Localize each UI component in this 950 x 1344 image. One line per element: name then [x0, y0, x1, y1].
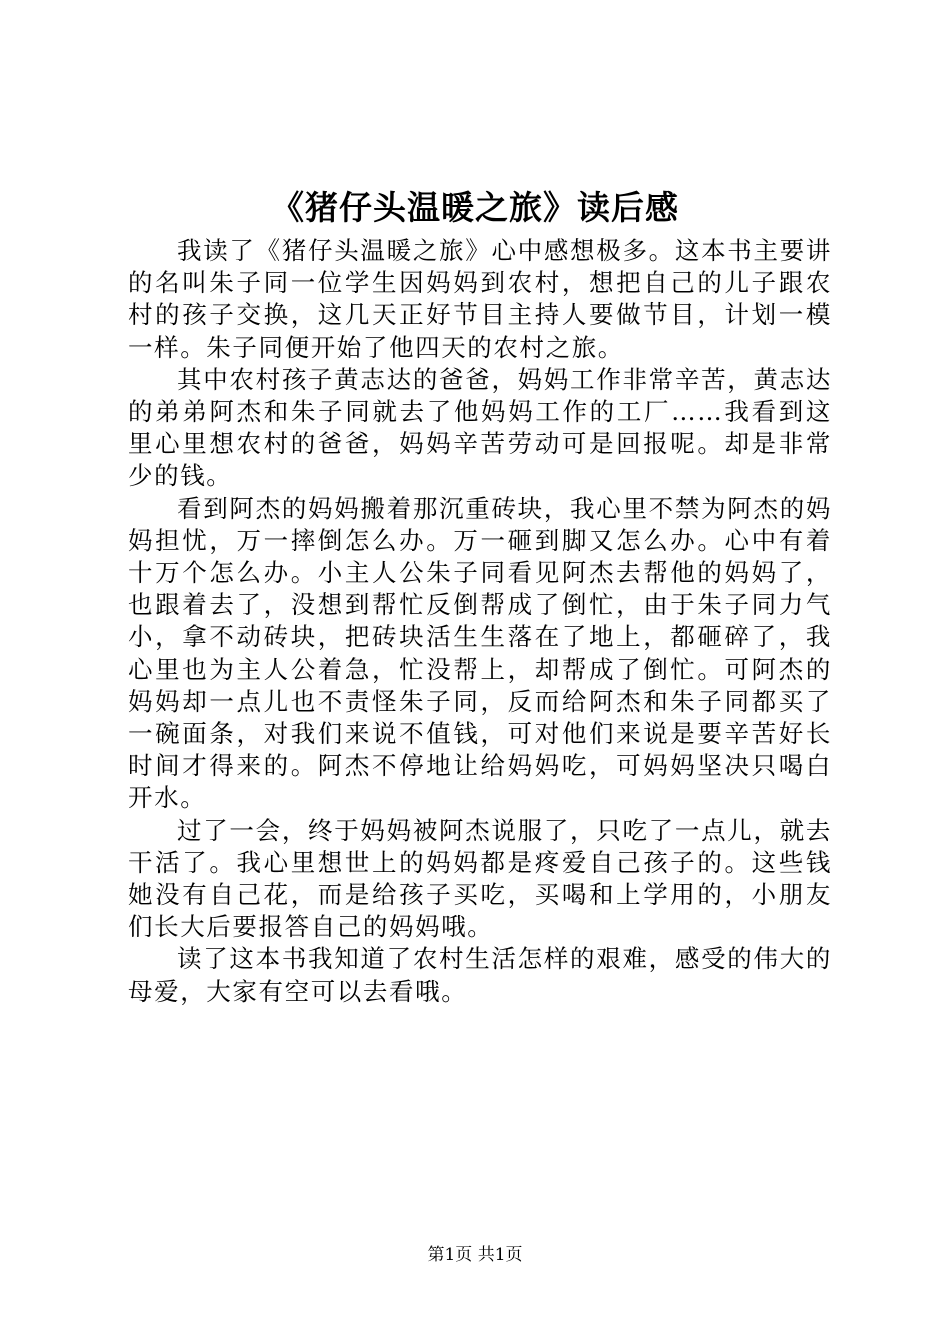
paragraph-2: 其中农村孩子黄志达的爸爸，妈妈工作非常辛苦，黄志达的弟弟阿杰和朱子同就去了他妈妈工作的工厂……我看到这里心里想农村的爸爸，妈妈辛苦劳动可是回报呢。却是非常少的钱。 [128, 364, 832, 491]
document-body [128, 235, 832, 1008]
paragraph-5: 读了这本书我知道了农村生活怎样的艰难，感受的伟大的母爱，大家有空可以去看哦。 [128, 944, 832, 1006]
paragraph-4: 过了一会，终于妈妈被阿杰说服了，只吃了一点儿，就去干活了。我心里想世上的妈妈都是疼爱自己孩子的。这些钱她没有自己花，而是给孩子买吃，买喝和上学用的，小朋友们长大后要报答自己的妈妈哦。 [128, 815, 832, 942]
document-title: 《猪仔头温暖之旅》读后感 [271, 188, 679, 227]
page-footer: 第1页 共1页 [427, 1245, 523, 1265]
paragraph-3: 看到阿杰的妈妈搬着那沉重砖块，我心里不禁为阿杰的妈妈担忧，万一摔倒怎么办。万一砸到脚又怎么办。心中有着十万个怎么办。小主人公朱子同看见阿杰去帮他的妈妈了，也跟着去了，没想到帮忙反倒帮成了倒忙，由于朱子同力气小，拿不动砖块，把砖块活生生落在了地上，都砸碎了，我心里也为主人公着急，忙没帮上，却帮成了倒忙。可阿杰的妈妈却一点儿也不责怪朱子同，反而给阿杰和朱子同都买了一碗面条，对我们来说不值钱，可对他们来说是要辛苦好长时间才得来的。阿杰不停地让给妈妈吃，可妈妈坚决只喝白开水。 [128, 493, 832, 813]
paragraph-1: 我读了《猪仔头温暖之旅》心中感想极多。这本书主要讲的名叫朱子同一位学生因妈妈到农村，想把自己的儿子跟农村的孩子交换，这几天正好节目主持人要做节目，计划一模一样。朱子同便开始了他四天的农村之旅。 [128, 236, 832, 362]
